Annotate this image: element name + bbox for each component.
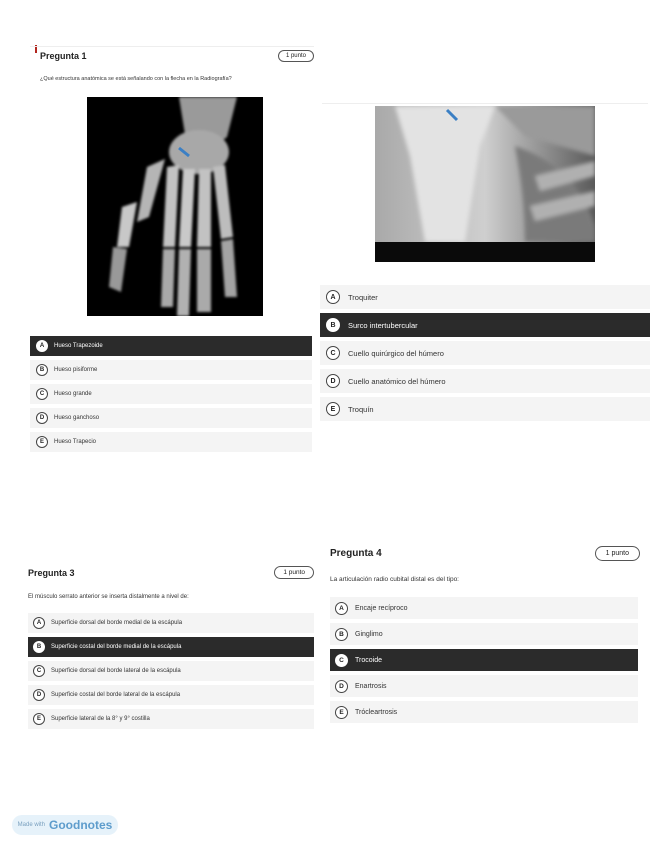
q3-option-b-letter: B (33, 641, 45, 653)
q1-option-a[interactable] (30, 336, 312, 356)
q1-option-e-text: Hueso Trapecio (54, 439, 97, 445)
question-2-top-divider (322, 103, 648, 104)
q1-option-a-text: Hueso Trapezoide (54, 343, 103, 349)
question-3-options (28, 613, 314, 733)
q4-option-b-letter: B (335, 628, 348, 641)
shoulder-xray-drawing (375, 106, 595, 262)
q1-option-b-text: Hueso pisiforme (54, 367, 98, 373)
q2-option-b[interactable] (320, 313, 650, 337)
q2-option-d-letter: D (326, 374, 340, 388)
q1-option-c-text: Hueso grande (54, 391, 92, 397)
made-with-label: Made with (17, 822, 46, 828)
q4-option-c-letter: C (335, 654, 348, 667)
q4-option-b[interactable] (330, 623, 638, 645)
q4-option-a-text: Encaje recíproco (355, 604, 408, 612)
q3-option-a-letter: A (33, 617, 45, 629)
q2-option-a-text: Troquiter (348, 292, 378, 302)
q3-option-c-text: Superficie dorsal del borde lateral de la escápula (51, 668, 181, 674)
q2-option-d[interactable] (320, 369, 650, 393)
question-4-title: Pregunta 4 (330, 548, 382, 559)
q1-option-a-letter: A (36, 340, 48, 352)
q3-option-c[interactable] (28, 661, 314, 681)
question-1-points-badge: 1 punto (278, 50, 314, 62)
question-4-options (330, 597, 638, 727)
question-3-text: El músculo serrato anterior se inserta distalmente a nivel de: (28, 594, 189, 600)
question-4-card (330, 546, 640, 583)
goodnotes-logo: Goodnotes (49, 818, 113, 832)
question-1-card (30, 46, 314, 82)
q3-option-b[interactable] (28, 637, 314, 657)
question-4-text: La articulación radio cubital distal es del tipo: (330, 576, 459, 583)
q2-option-e-letter: E (326, 402, 340, 416)
q4-option-d-letter: D (335, 680, 348, 693)
q2-option-e[interactable] (320, 397, 650, 421)
question-1-options (30, 336, 312, 456)
q2-option-e-text: Troquín (348, 404, 374, 414)
question-1-text: ¿Qué estructura anatómica se está señalando con la flecha en la Radiografía? (40, 76, 232, 82)
q3-option-a-text: Superficie dorsal del borde medial de la escápula (51, 620, 183, 626)
question-3-card (28, 566, 314, 600)
q1-option-b-letter: B (36, 364, 48, 376)
hand-xray-image (87, 97, 263, 316)
q3-option-a[interactable] (28, 613, 314, 633)
q1-option-e-letter: E (36, 436, 48, 448)
q2-option-c-text: Cuello quirúrgico del húmero (348, 348, 444, 358)
q3-option-d[interactable] (28, 685, 314, 705)
hand-xray-drawing (87, 97, 263, 316)
goodnotes-badge[interactable] (12, 815, 118, 835)
q2-option-c[interactable] (320, 341, 650, 365)
q4-option-c-text: Trocoide (355, 656, 382, 664)
question-1-header (30, 46, 314, 62)
q1-option-d-text: Hueso ganchoso (54, 415, 100, 421)
q4-option-a-letter: A (335, 602, 348, 615)
q3-option-e-text: Superficie lateral de la 8° y 9° costilla (51, 716, 150, 722)
q4-option-e[interactable] (330, 701, 638, 723)
q1-option-c-letter: C (36, 388, 48, 400)
question-3-header (28, 566, 314, 579)
q3-option-e[interactable] (28, 709, 314, 729)
q2-option-b-text: Surco intertubercular (348, 320, 418, 330)
question-3-points-badge: 1 punto (274, 566, 314, 579)
q2-option-b-letter: B (326, 318, 340, 332)
q4-option-e-text: Trócleartrosis (355, 708, 398, 716)
q4-option-d[interactable] (330, 675, 638, 697)
q4-option-a[interactable] (330, 597, 638, 619)
q4-option-e-letter: E (335, 706, 348, 719)
q2-option-d-text: Cuello anatómico del húmero (348, 376, 446, 386)
question-4-points-badge: 1 punto (595, 546, 640, 561)
q1-option-c[interactable] (30, 384, 312, 404)
q1-option-b[interactable] (30, 360, 312, 380)
question-1-title: Pregunta 1 (40, 51, 87, 61)
q4-option-b-text: Ginglimo (355, 630, 383, 638)
q2-option-c-letter: C (326, 346, 340, 360)
shoulder-xray-image (375, 106, 595, 262)
q4-option-d-text: Enartrosis (355, 682, 387, 690)
q3-option-c-letter: C (33, 665, 45, 677)
q3-option-e-letter: E (33, 713, 45, 725)
q3-option-b-text: Superficie costal del borde medial de la escápula (51, 644, 182, 650)
q1-option-e[interactable] (30, 432, 312, 452)
question-2-options (320, 285, 650, 425)
q4-option-c[interactable] (330, 649, 638, 671)
question-4-header (330, 546, 640, 561)
q2-option-a-letter: A (326, 290, 340, 304)
q2-option-a[interactable] (320, 285, 650, 309)
q3-option-d-letter: D (33, 689, 45, 701)
q3-option-d-text: Superficie costal del borde lateral de la escápula (51, 692, 181, 698)
q1-option-d[interactable] (30, 408, 312, 428)
q1-option-d-letter: D (36, 412, 48, 424)
question-3-title: Pregunta 3 (28, 567, 75, 578)
